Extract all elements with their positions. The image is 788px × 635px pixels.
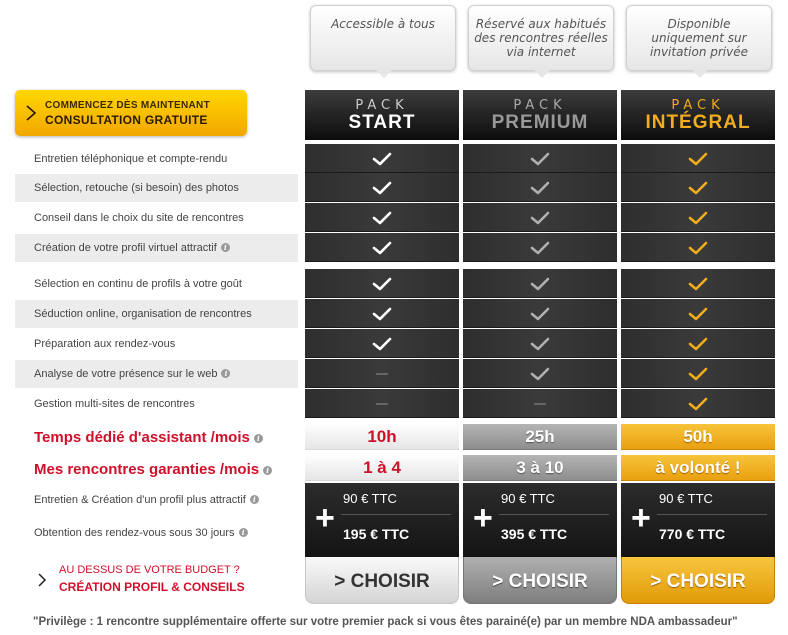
feature-cell	[305, 269, 459, 298]
check-icon	[372, 211, 392, 225]
price-block	[463, 483, 617, 557]
price-setup: 90 € TTC	[343, 491, 397, 506]
feature-cell	[621, 299, 775, 328]
check-icon	[688, 337, 708, 351]
check-icon	[530, 307, 550, 321]
feature-row-label	[15, 390, 298, 419]
feature-row-label	[15, 330, 298, 359]
pack-name: INTÉGRAL	[645, 112, 751, 133]
meetings-label	[15, 458, 298, 482]
bubble-line: Réservé aux habitués	[475, 17, 607, 31]
price-setup: 90 € TTC	[659, 491, 713, 506]
dash-icon	[376, 403, 388, 405]
feature-cell	[305, 299, 459, 328]
price-row1-label	[15, 485, 298, 515]
check-icon	[688, 241, 708, 255]
feature-cell	[305, 329, 459, 358]
feature-label-text: Sélection, retouche (si besoin) des photos	[34, 182, 239, 194]
feature-cell	[621, 144, 775, 173]
feature-cell	[305, 233, 459, 262]
feature-row-label	[15, 145, 298, 174]
feature-cell	[621, 173, 775, 202]
check-icon	[530, 181, 550, 195]
check-icon	[530, 211, 550, 225]
time-label-text: Temps dédié d'assistant /mois	[34, 429, 250, 446]
price-monthly: 770 € TTC	[659, 526, 726, 542]
cta-line2: CONSULTATION GRATUITE	[45, 113, 208, 127]
dash-icon	[534, 403, 546, 405]
choose-premium-button[interactable]: > CHOISIR	[463, 557, 617, 604]
feature-label-text: Gestion multi-sites de rencontres	[34, 398, 195, 410]
price-monthly: 195 € TTC	[343, 526, 410, 542]
feature-cell	[463, 389, 617, 418]
check-icon	[530, 152, 550, 166]
choose-start-button[interactable]: > CHOISIR	[305, 557, 459, 604]
feature-label-text: Séduction online, organisation de rencontres	[34, 308, 252, 320]
price-divider	[499, 514, 609, 515]
check-icon	[530, 241, 550, 255]
feature-cell	[463, 203, 617, 232]
check-icon	[372, 307, 392, 321]
feature-cell	[305, 203, 459, 232]
check-icon	[688, 211, 708, 225]
choose-integral-button[interactable]: > CHOISIR	[621, 557, 775, 604]
budget-line1: AU DESSUS DE VOTRE BUDGET ?	[59, 564, 240, 576]
feature-cell	[305, 359, 459, 388]
pack-word: PACK	[513, 98, 567, 113]
time-label	[15, 426, 298, 450]
privilege-footnote: "Privilège : 1 rencontre supplémentaire offerte sur votre premier pack si vous êtes parainé(e) par un membre NDA ambassadeur"	[33, 616, 738, 628]
pack-word: PACK	[671, 98, 725, 113]
bubble-integral	[626, 5, 772, 71]
plus-icon: +	[315, 499, 335, 537]
dash-icon	[376, 373, 388, 375]
feature-cell	[621, 329, 775, 358]
budget-link[interactable]	[15, 560, 298, 600]
info-icon[interactable]: i	[221, 243, 230, 252]
feature-row-label	[15, 204, 298, 233]
chevron-right-icon	[25, 104, 37, 122]
feature-cell	[305, 389, 459, 418]
bubble-line: des rencontres réelles	[474, 31, 608, 45]
info-icon[interactable]: i	[221, 369, 230, 378]
pack-header-start	[305, 90, 459, 140]
feature-cell	[463, 299, 617, 328]
check-icon	[372, 181, 392, 195]
pack-word: PACK	[355, 98, 409, 113]
chevron-right-icon	[37, 572, 47, 588]
feature-cell	[621, 233, 775, 262]
pack-name: START	[348, 112, 416, 133]
feature-cell	[463, 269, 617, 298]
price-row2-text: Obtention des rendez-vous sous 30 jours	[34, 527, 235, 539]
feature-cell	[463, 233, 617, 262]
feature-cell	[463, 329, 617, 358]
feature-cell	[621, 269, 775, 298]
info-icon[interactable]: i	[239, 528, 248, 537]
pack-name: PREMIUM	[491, 112, 589, 133]
price-block	[621, 483, 775, 557]
feature-label-text: Conseil dans le choix du site de rencontres	[34, 212, 244, 224]
check-icon	[530, 337, 550, 351]
info-icon[interactable]: i	[250, 495, 259, 504]
bubble-start	[310, 5, 456, 71]
free-consultation-button[interactable]	[15, 90, 247, 136]
check-icon	[372, 277, 392, 291]
feature-row-label	[15, 174, 298, 203]
feature-label-text: Création de votre profil virtuel attractif	[34, 242, 217, 254]
plus-icon: +	[631, 499, 651, 537]
check-icon	[530, 367, 550, 381]
feature-cell	[463, 359, 617, 388]
feature-cell	[463, 144, 617, 173]
check-icon	[372, 152, 392, 166]
plus-icon: +	[473, 499, 493, 537]
time-value: 25h	[463, 424, 617, 450]
bubble-line: via internet	[506, 45, 576, 59]
check-icon	[372, 337, 392, 351]
info-icon[interactable]: i	[254, 434, 263, 443]
price-row1-text: Entretien & Création d'un profil plus attractif	[34, 494, 246, 506]
check-icon	[688, 277, 708, 291]
price-block	[305, 483, 459, 557]
pack-header-premium	[463, 90, 617, 140]
time-value: 10h	[305, 424, 459, 450]
budget-line2: CRÉATION PROFIL & CONSEILS	[59, 580, 245, 594]
meetings-value: 1 à 4	[305, 455, 459, 481]
pack-header-integral	[621, 90, 775, 140]
feature-cell	[621, 389, 775, 418]
feature-cell	[621, 359, 775, 388]
bubble-premium	[468, 5, 614, 71]
price-setup: 90 € TTC	[501, 491, 555, 506]
feature-row-label	[15, 234, 298, 263]
meetings-label-text: Mes rencontres garanties /mois	[34, 461, 260, 478]
bubble-line: invitation privée	[650, 45, 748, 59]
feature-cell	[305, 173, 459, 202]
cta-line1: COMMENCEZ DÈS MAINTENANT	[45, 100, 210, 111]
feature-label-text: Préparation aux rendez-vous	[34, 338, 176, 350]
check-icon	[372, 241, 392, 255]
price-divider	[341, 514, 451, 515]
check-icon	[688, 397, 708, 411]
feature-row-label	[15, 360, 298, 389]
feature-cell	[463, 173, 617, 202]
bubble-line: Accessible à tous	[331, 17, 435, 31]
meetings-value: à volonté !	[621, 455, 775, 481]
bubble-line: Disponible	[667, 17, 731, 31]
feature-cell	[305, 144, 459, 173]
check-icon	[688, 181, 708, 195]
info-icon[interactable]: i	[263, 466, 272, 475]
feature-label-text: Sélection en continu de profils à votre goût	[34, 278, 242, 290]
price-row2-label	[15, 518, 298, 548]
price-monthly: 395 € TTC	[501, 526, 568, 542]
check-icon	[688, 367, 708, 381]
feature-row-label	[15, 300, 298, 329]
check-icon	[688, 152, 708, 166]
feature-row-label	[15, 270, 298, 299]
bubble-line: uniquement sur	[651, 31, 747, 45]
feature-label-text: Entretien téléphonique et compte-rendu	[34, 153, 228, 165]
feature-cell	[621, 203, 775, 232]
price-divider	[657, 514, 767, 515]
check-icon	[688, 307, 708, 321]
feature-label-text: Analyse de votre présence sur le web	[34, 368, 218, 380]
time-value: 50h	[621, 424, 775, 450]
check-icon	[530, 277, 550, 291]
meetings-value: 3 à 10	[463, 455, 617, 481]
